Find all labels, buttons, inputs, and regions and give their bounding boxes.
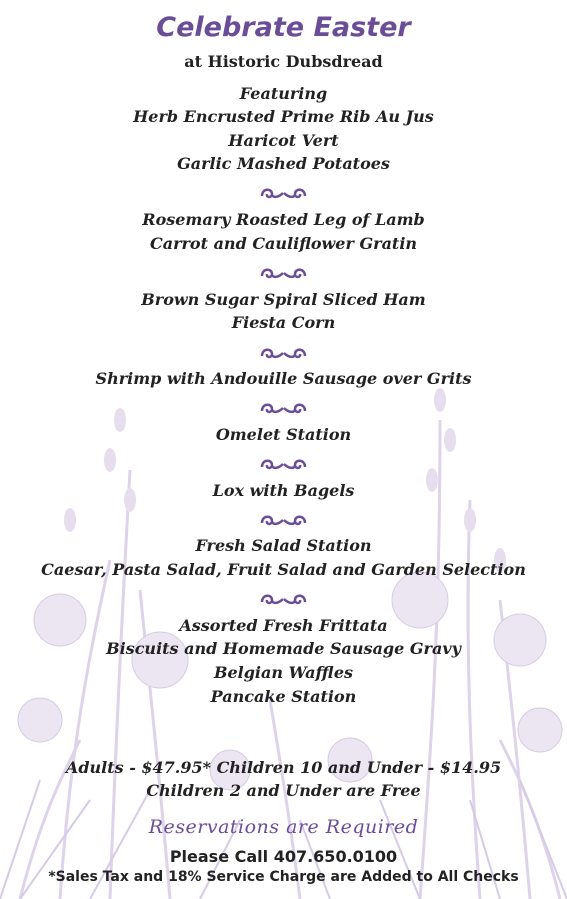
- menu-item: Brown Sugar Spiral Sliced Ham: [141, 290, 426, 309]
- scroll-ornament-icon: [258, 266, 309, 280]
- tax-note: *Sales Tax and 18% Service Charge are Added to All Checks: [48, 869, 519, 885]
- menu-item: Pancake Station: [210, 687, 357, 706]
- menu-item: Carrot and Cauliflower Gratin: [149, 234, 418, 253]
- scroll-ornament-icon: [258, 186, 309, 200]
- menu-item: Biscuits and Homemade Sausage Gravy: [106, 639, 461, 658]
- pricing-adults-children: Adults - $47.95* Children 10 and Under - $14.95: [65, 758, 502, 777]
- menu-item: Shrimp with Andouille Sausage over Grits: [95, 369, 472, 388]
- menu-item: Fresh Salad Station: [195, 536, 372, 555]
- scroll-ornament-icon: [258, 401, 309, 415]
- menu-item: Haricot Vert: [228, 131, 339, 150]
- pricing-small-children: Children 2 and Under are Free: [146, 781, 421, 800]
- menu-item: Caesar, Pasta Salad, Fruit Salad and Garden Selection: [41, 560, 526, 579]
- scroll-ornament-icon: [258, 513, 309, 527]
- menu-item: Garlic Mashed Potatoes: [177, 154, 390, 173]
- featuring-label: Featuring: [239, 84, 328, 103]
- menu-item: Fiesta Corn: [231, 313, 336, 332]
- reservations-required: Reservations are Required: [148, 816, 419, 838]
- menu-item: Lox with Bagels: [212, 481, 355, 500]
- menu-title: Celebrate Easter: [156, 12, 411, 43]
- menu-item: Omelet Station: [215, 425, 352, 444]
- phone-number: Please Call 407.650.0100: [169, 847, 398, 866]
- menu-item: Rosemary Roasted Leg of Lamb: [142, 210, 425, 229]
- menu-item: Herb Encrusted Prime Rib Au Jus: [133, 107, 434, 126]
- scroll-ornament-icon: [258, 457, 309, 471]
- menu-item: Assorted Fresh Frittata: [179, 616, 388, 635]
- menu-subtitle: at Historic Dubsdread: [184, 52, 383, 71]
- menu-item: Belgian Waffles: [213, 663, 354, 682]
- scroll-ornament-icon: [258, 592, 309, 606]
- scroll-ornament-icon: [258, 346, 309, 360]
